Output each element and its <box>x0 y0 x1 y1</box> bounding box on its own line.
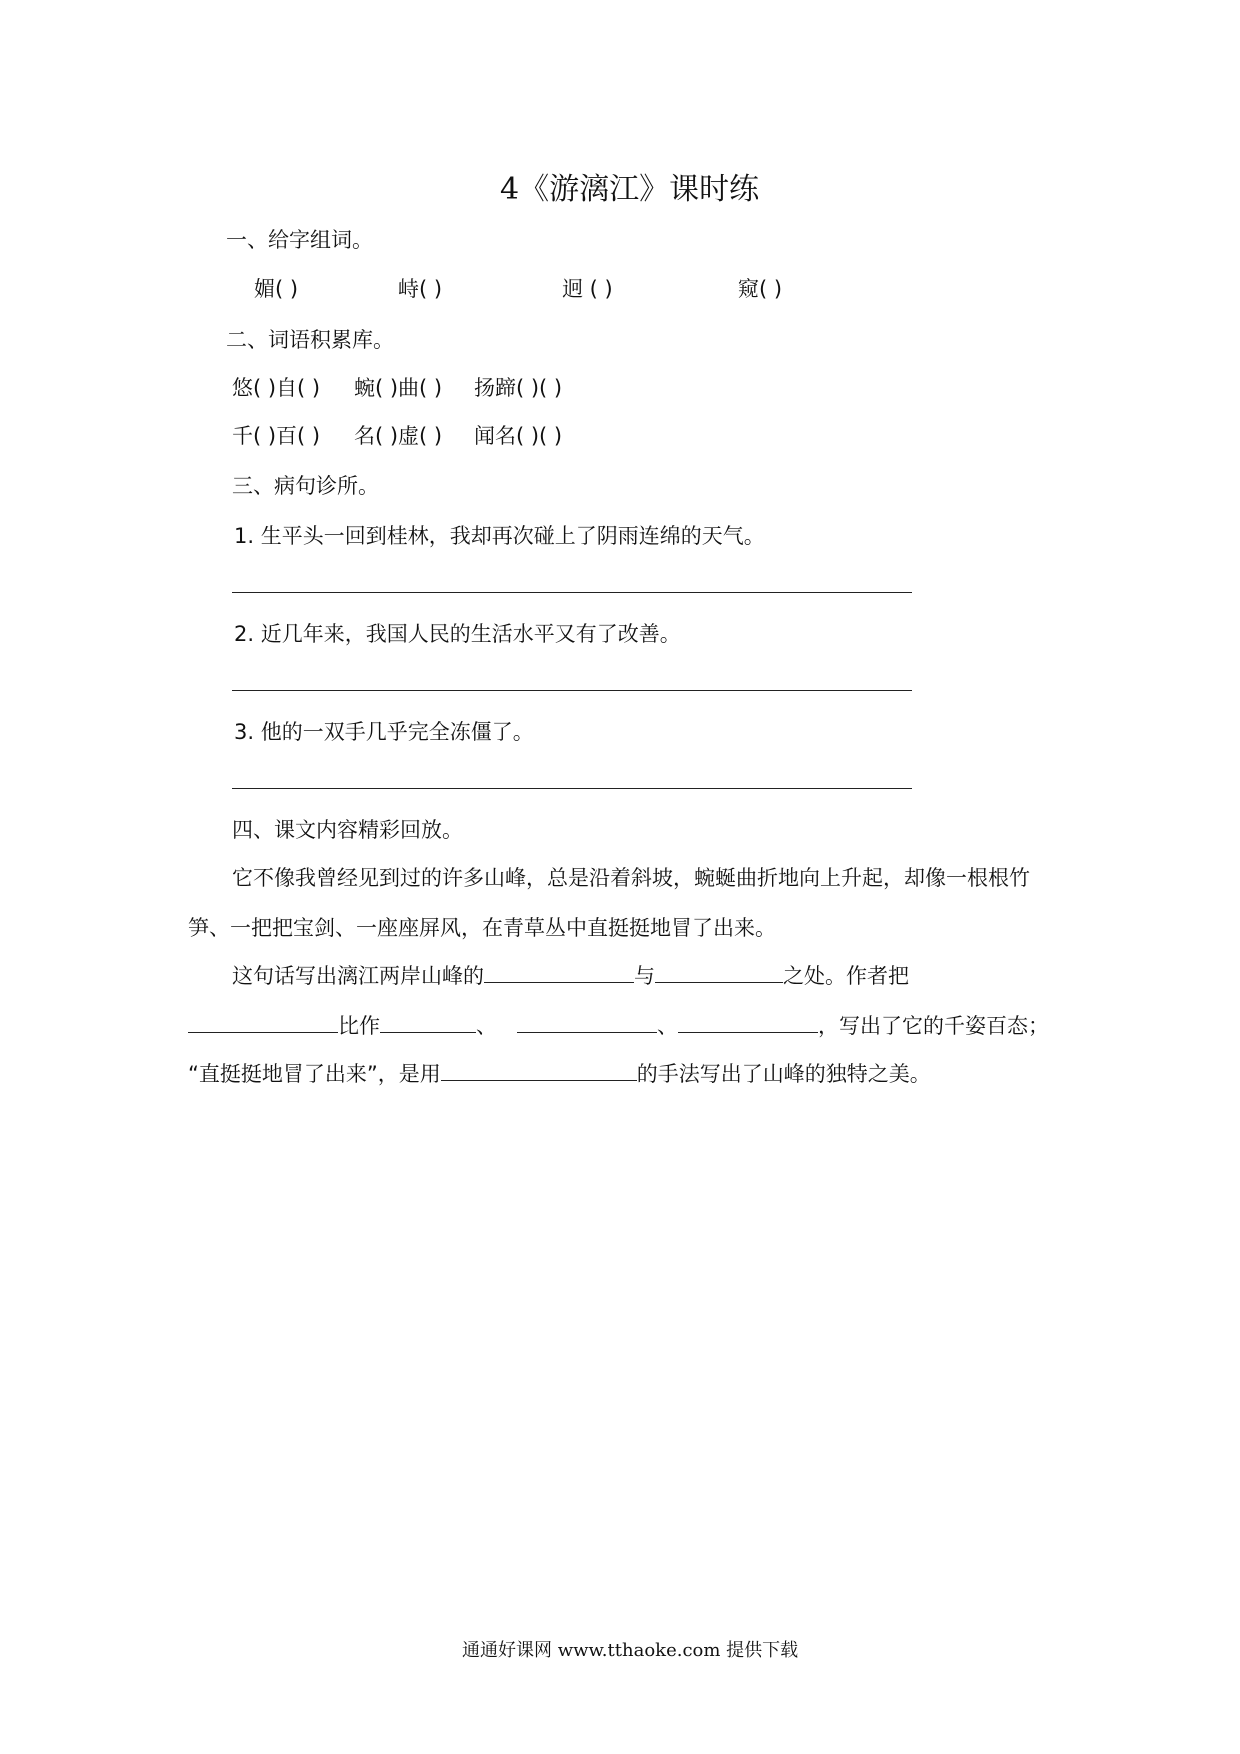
question-text: 比作 <box>338 1014 380 1038</box>
fill-blank[interactable] <box>441 1060 637 1081</box>
fill-blank[interactable] <box>678 1012 818 1033</box>
question-line-3 <box>188 1060 931 1088</box>
fill-blank[interactable] <box>517 1012 657 1033</box>
question-text: ，写出了它的千姿百态； <box>818 1014 1050 1038</box>
question-line-2 <box>188 1012 1049 1040</box>
section4-heading: 四、课文内容精彩回放。 <box>232 818 463 842</box>
page-title: 4《游漓江》课时练 <box>500 172 760 207</box>
fill-blank[interactable] <box>655 962 783 983</box>
idiom-item: 千( )百( ) <box>232 424 321 448</box>
question-text: “直挺挺地冒了出来”，是用 <box>188 1062 441 1086</box>
question-text: 、 <box>657 1014 679 1038</box>
section2-heading: 二、词语积累库。 <box>226 328 394 352</box>
question-text: 之处。作者把 <box>783 964 909 988</box>
sick-sentence: 2. 近几年来，我国人民的生活水平又有了改善。 <box>234 622 681 646</box>
section1-item: 迥 ( ) <box>562 277 613 301</box>
section1-item: 窥( ) <box>738 277 783 301</box>
idiom-item: 蜿( )曲( ) <box>354 376 443 400</box>
sick-sentence: 1. 生平头一回到桂林，我却再次碰上了阴雨连绵的天气。 <box>234 524 765 548</box>
question-text: 、 <box>476 1014 497 1038</box>
question-text: 与 <box>634 964 655 988</box>
section1-heading: 一、给字组词。 <box>226 228 373 252</box>
passage-line: 笋、一把把宝剑、一座座屏风，在青草丛中直挺挺地冒了出来。 <box>188 916 776 940</box>
passage-line: 它不像我曾经见到过的许多山峰，总是沿着斜坡，蜿蜒曲折地向上升起，却像一根根竹 <box>232 866 1030 890</box>
answer-line[interactable] <box>232 690 912 691</box>
section1-item: 峙( ) <box>398 277 443 301</box>
idiom-item: 扬蹄( )( ) <box>474 376 563 400</box>
fill-blank[interactable] <box>380 1012 476 1033</box>
sick-sentence: 3. 他的一双手几乎完全冻僵了。 <box>234 720 534 744</box>
answer-line[interactable] <box>232 592 912 593</box>
fill-blank[interactable] <box>188 1012 338 1033</box>
idiom-item: 闻名( )( ) <box>474 424 563 448</box>
answer-line[interactable] <box>232 788 912 789</box>
section1-item: 媚( ) <box>254 277 299 301</box>
section3-heading: 三、病句诊所。 <box>232 474 379 498</box>
fill-blank[interactable] <box>484 962 634 983</box>
question-text: 的手法写出了山峰的独特之美。 <box>636 1062 931 1086</box>
page-footer: 通通好课网 www.tthaoke.com 提供下载 <box>462 1640 799 1661</box>
question-text: 这句话写出漓江两岸山峰的 <box>232 964 484 988</box>
question-line-1 <box>232 962 909 990</box>
idiom-item: 悠( )自( ) <box>232 376 321 400</box>
idiom-item: 名( )虚( ) <box>354 424 443 448</box>
